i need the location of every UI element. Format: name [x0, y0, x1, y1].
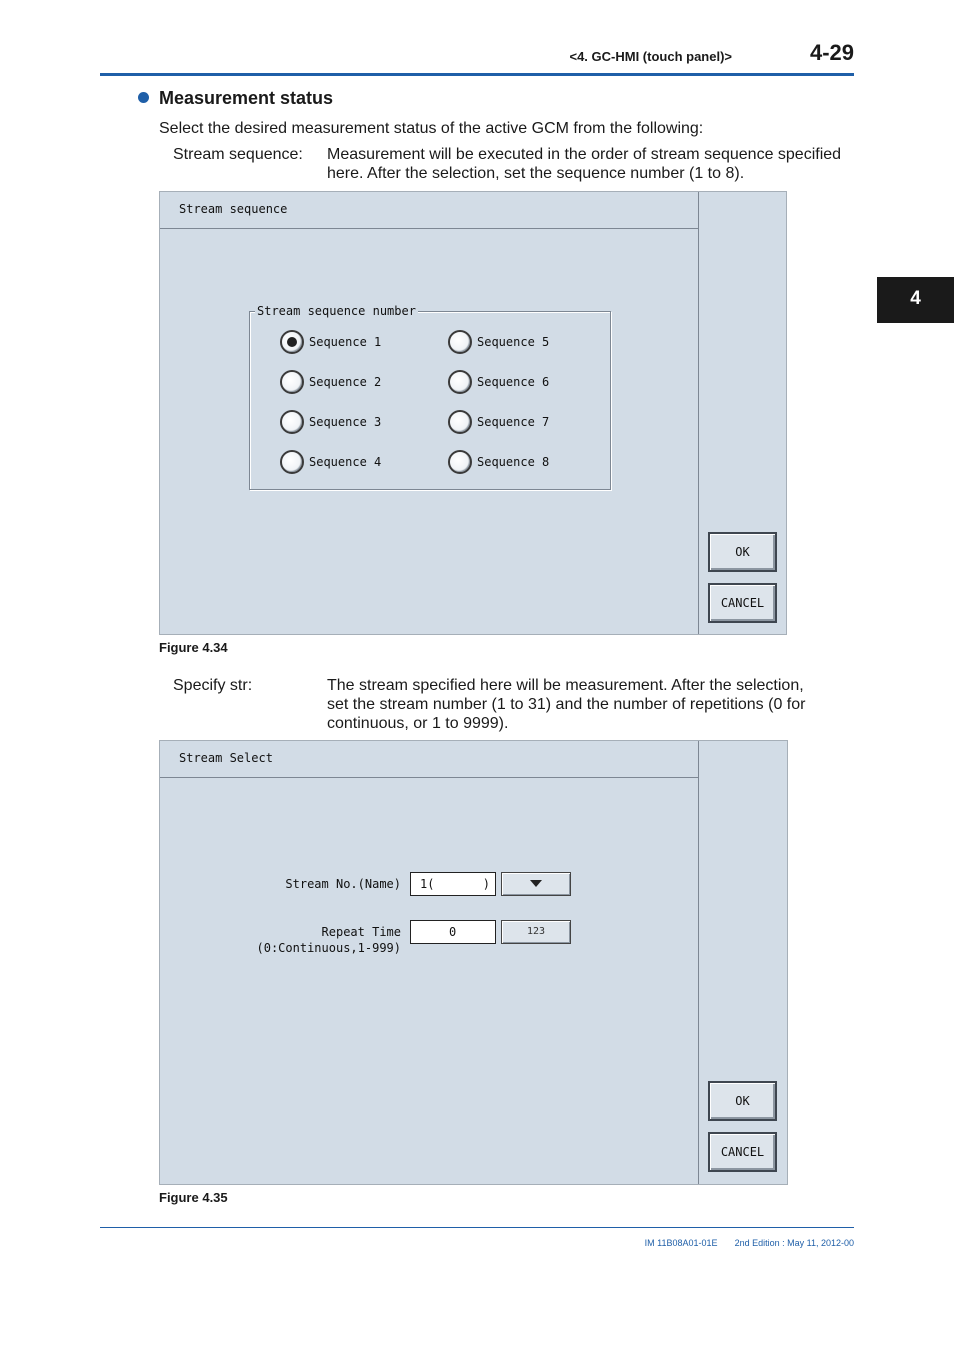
section-intro: Select the desired measurement status of the active GCM from the following:	[159, 120, 704, 137]
header-rule	[100, 73, 854, 76]
sequence-6-label: Sequence 6	[477, 375, 550, 389]
figure-caption: Figure 4.35	[159, 1190, 228, 1205]
repeat-time-label: Repeat Time	[321, 925, 401, 939]
screen-title: Stream Select	[179, 751, 273, 765]
footer-rule	[100, 1227, 854, 1228]
footer	[560, 1238, 854, 1248]
side-panel-divider	[698, 192, 699, 634]
term-specify-str: Specify str:	[173, 677, 253, 694]
chapter-tab: 4	[877, 277, 954, 323]
numeric-keypad-button[interactable]: 123	[501, 920, 571, 944]
side-panel-divider	[698, 741, 699, 1184]
stream-select-screen	[159, 740, 788, 1185]
sequence-4-radio[interactable]	[280, 450, 304, 474]
cancel-button[interactable]: CANCEL	[708, 1132, 777, 1172]
figure-caption: Figure 4.34	[159, 640, 228, 655]
sequence-8-label: Sequence 8	[477, 455, 550, 469]
stream-number-label: Stream No.(Name)	[285, 877, 401, 891]
screen-title: Stream sequence	[179, 202, 288, 216]
stream-number-value: 1(	[420, 877, 435, 891]
repeat-time-hint: (0:Continuous,1-999)	[256, 941, 401, 955]
desc-specify-str-line-3: continuous, or 1 to 9999).	[327, 715, 509, 732]
desc-specify-str-line-2: set the stream number (1 to 31) and the number of repetitions (0 for	[327, 696, 806, 713]
chevron-down-icon	[530, 880, 542, 887]
page-number: 4-29	[809, 40, 854, 65]
screen-title-bar	[160, 192, 698, 229]
repeat-time-field[interactable]	[410, 920, 496, 944]
cancel-button[interactable]: CANCEL	[708, 583, 777, 623]
sequence-1-label: Sequence 1	[309, 335, 382, 349]
sequence-5-radio[interactable]	[448, 330, 472, 354]
section-title: Measurement status	[159, 88, 334, 108]
running-header: <4. GC-HMI (touch panel)>	[569, 49, 732, 64]
sequence-3-label: Sequence 3	[309, 415, 382, 429]
document-id: IM 11B08A01-01E	[644, 1238, 718, 1248]
sequence-7-label: Sequence 7	[477, 415, 550, 429]
section-bullet-icon	[138, 92, 149, 103]
ok-button[interactable]: OK	[708, 532, 777, 572]
desc-specify-str-line-1: The stream specified here will be measurement. After the selection,	[327, 677, 804, 694]
sequence-4-label: Sequence 4	[309, 455, 382, 469]
sequence-7-radio[interactable]	[448, 410, 472, 434]
sequence-2-label: Sequence 2	[309, 375, 382, 389]
ok-button[interactable]: OK	[708, 1081, 777, 1121]
sequence-3-radio[interactable]	[280, 410, 304, 434]
sequence-2-radio[interactable]	[280, 370, 304, 394]
desc-stream-sequence-line-1: Measurement will be executed in the order of stream sequence specified	[327, 146, 842, 163]
group-label: Stream sequence number	[257, 304, 416, 318]
sequence-1-radio[interactable]	[280, 330, 304, 354]
stream-number-close: )	[482, 877, 490, 891]
edition-info: 2nd Edition : May 11, 2012-00	[734, 1238, 854, 1248]
stream-number-field[interactable]	[410, 872, 496, 896]
repeat-time-value: 0	[449, 925, 457, 939]
stream-dropdown-button[interactable]	[501, 872, 571, 896]
term-stream-sequence: Stream sequence:	[173, 146, 303, 163]
sequence-8-radio[interactable]	[448, 450, 472, 474]
sequence-5-label: Sequence 5	[477, 335, 550, 349]
desc-stream-sequence-line-2: here. After the selection, set the sequence number (1 to 8).	[327, 165, 745, 182]
sequence-6-radio[interactable]	[448, 370, 472, 394]
sequence-number-group	[249, 304, 611, 490]
stream-sequence-screen	[159, 191, 787, 635]
screen-title-bar	[160, 741, 698, 778]
